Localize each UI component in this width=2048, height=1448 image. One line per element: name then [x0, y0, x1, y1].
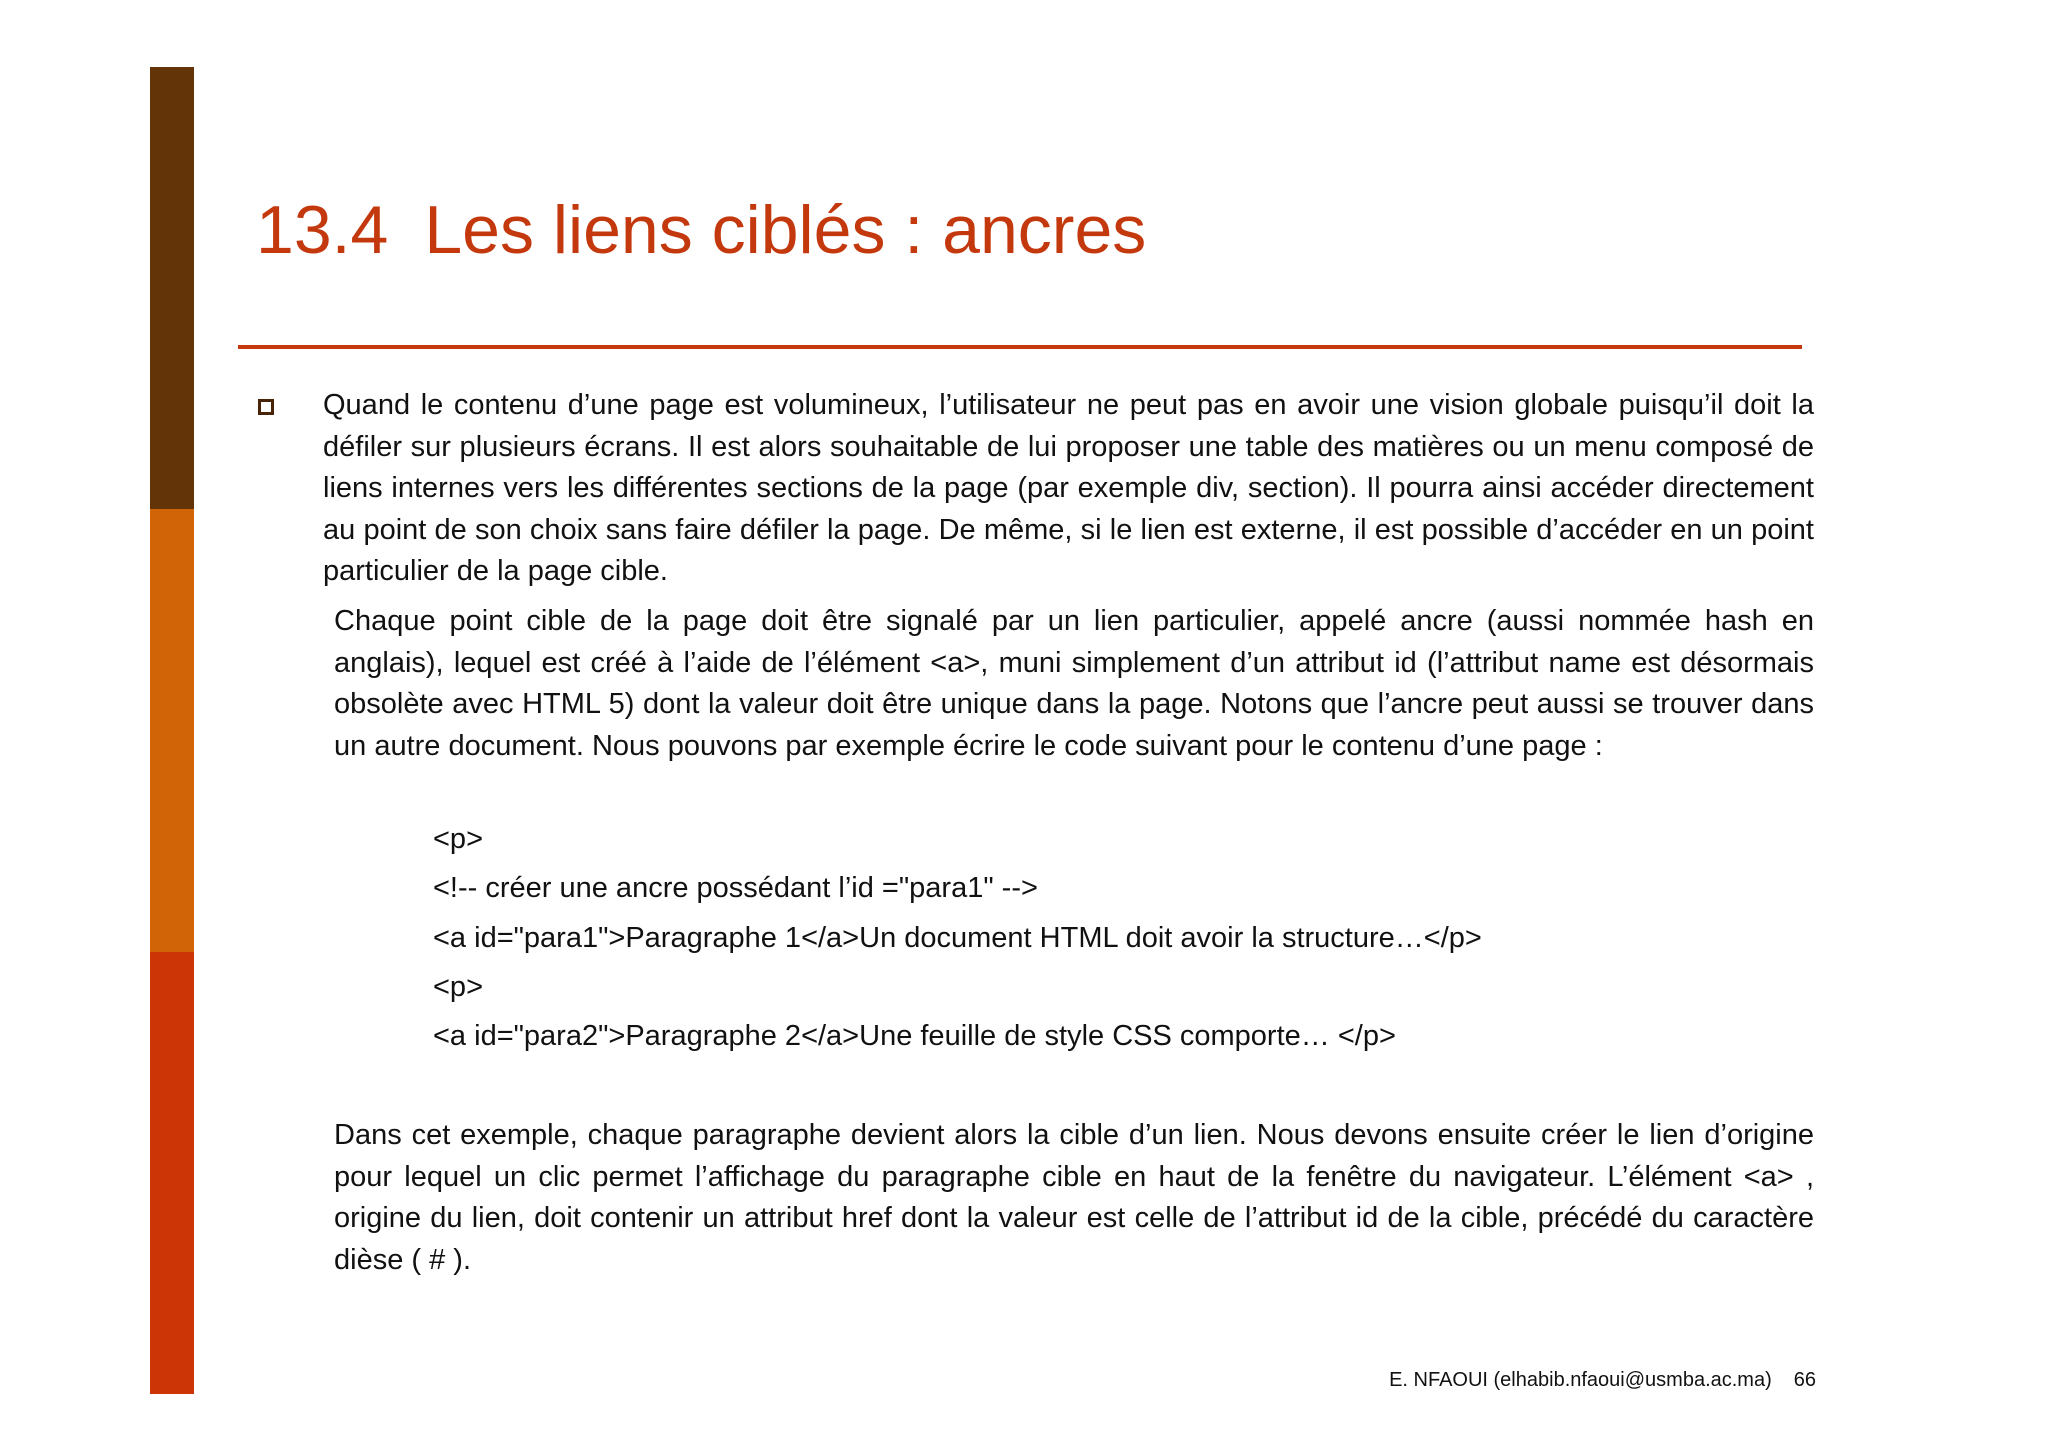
title-text: Les liens ciblés : ancres	[424, 192, 1147, 268]
decorative-side-bar	[150, 67, 194, 1394]
code-line: <p>	[433, 823, 483, 855]
code-line: <a id="para1">Paragraphe 1</a>Un document HTML doit avoir la structure…</p>	[433, 922, 1482, 954]
code-line: <p>	[433, 971, 483, 1003]
page-number: 66	[1793, 1369, 1816, 1391]
section-number: 13.4	[256, 192, 389, 268]
footer-author: E. NFAOUI (elhabib.nfaoui@usmba.ac.ma)	[1389, 1369, 1772, 1391]
slide-title	[256, 190, 1146, 270]
code-line: <!-- créer une ancre possédant l’id ="para1" -->	[433, 872, 1038, 904]
code-line: <a id="para2">Paragraphe 2</a>Une feuille de style CSS comporte… </p>	[433, 1020, 1396, 1052]
square-bullet-icon	[258, 399, 274, 415]
slide-footer	[1389, 1367, 1816, 1393]
paragraph-intro: Quand le contenu d’une page est volumineux, l’utilisateur ne peut pas en avoir une vision globale puisqu’il doit la défiler sur plusieurs écrans. Il est alors souhaitable de lui proposer une table des matières ou un menu composé de liens internes vers les différentes sections de la page (par exemple div, section). Il pourra ainsi accéder directement au point de son choix sans faire défiler la page. De même, si le lien est externe, il est possible d’accéder en un point particulier de la page cible.	[323, 389, 1814, 587]
paragraph-anchor-definition: Chaque point cible de la page doit être signalé par un lien particulier, appelé ancre (aussi nommée hash en anglais), lequel est créé à l’aide de l’élément <a>, muni simplement d’un attribut id (l’attribut name est désormais obsolète avec HTML 5) dont la valeur doit être unique dans la page. Notons que l’ancre peut aussi se trouver dans un autre document. Nous pouvons par exemple écrire le code suivant pour le contenu d’une page :	[334, 605, 1814, 762]
side-bar-brown-segment	[150, 67, 194, 509]
title-divider	[238, 345, 1802, 349]
side-bar-red-segment	[150, 952, 194, 1394]
paragraph-link-origin: Dans cet exemple, chaque paragraphe devient alors la cible d’un lien. Nous devons ensuite créer le lien d’origine pour lequel un clic permet l’affichage du paragraphe cible en haut de la fenêtre du navigateur. L’élément <a> , origine du lien, doit contenir un attribut href dont la valeur est celle de l’attribut id de la cible, précédé du caractère dièse ( # ).	[334, 1119, 1814, 1276]
side-bar-orange-segment	[150, 509, 194, 952]
